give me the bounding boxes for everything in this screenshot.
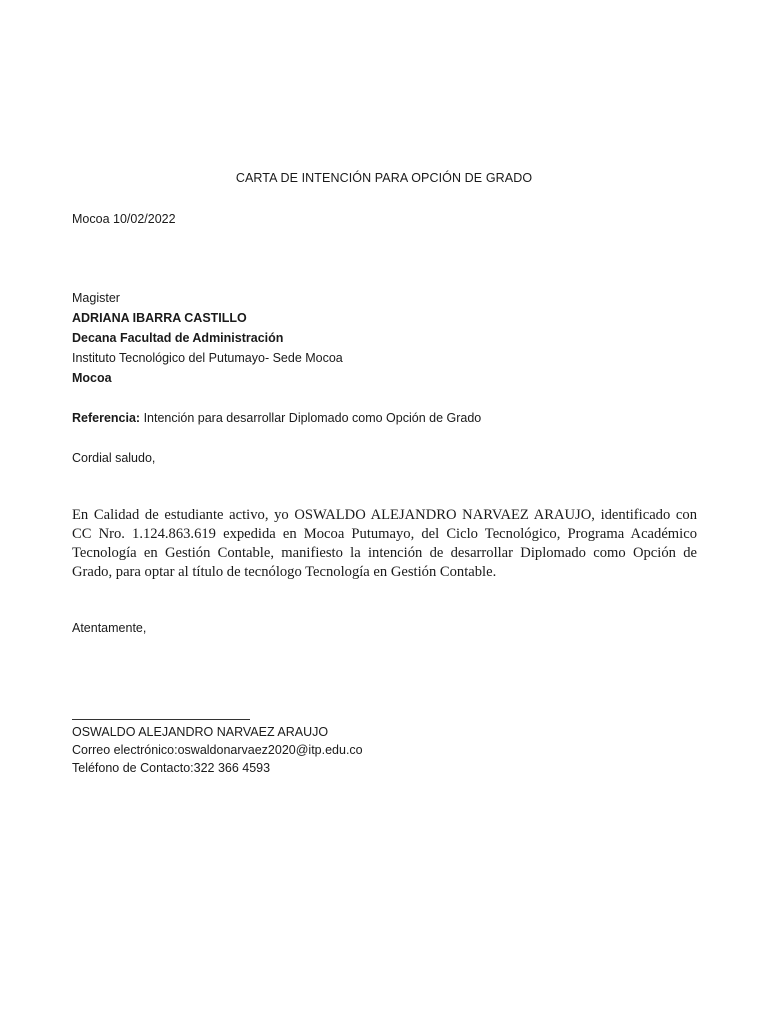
letter-title: CARTA DE INTENCIÓN PARA OPCIÓN DE GRADO <box>235 171 533 185</box>
recipient-title: Magister <box>72 291 120 305</box>
recipient-institution: Instituto Tecnológico del Putumayo- Sede Mocoa <box>72 351 343 365</box>
recipient-position: Decana Facultad de Administración <box>72 331 284 345</box>
greeting: Cordial saludo, <box>72 451 156 465</box>
recipient-city: Mocoa <box>72 371 112 385</box>
closing: Atentamente, <box>72 621 147 635</box>
reference-line <box>72 410 481 426</box>
signature-name: OSWALDO ALEJANDRO NARVAEZ ARAUJO <box>72 725 329 739</box>
signature-line <box>72 719 250 720</box>
place-date: Mocoa 10/02/2022 <box>72 212 176 226</box>
body-paragraph: En Calidad de estudiante activo, yo OSWALDO ALEJANDRO NARVAEZ ARAUJO, identificado con CC Nro. 1.124.863.619 expedida en Mocoa Putumayo, del Ciclo Tecnológico, Programa Académico Tecnología en Gestión Contable, manifiesto la intención de desarrollar Diplomado como Opción de Grado, para optar al título de tecnólogo Tecnología en Gestión Contable. <box>72 507 697 580</box>
signature-phone: Teléfono de Contacto:322 366 4593 <box>72 761 271 775</box>
recipient-name: ADRIANA IBARRA CASTILLO <box>72 311 247 325</box>
reference-label: Referencia: <box>72 411 141 425</box>
signature-email: Correo electrónico:oswaldonarvaez2020@itp.edu.co <box>72 743 363 757</box>
reference-text: Intención para desarrollar Diplomado como Opción de Grado <box>140 411 482 425</box>
